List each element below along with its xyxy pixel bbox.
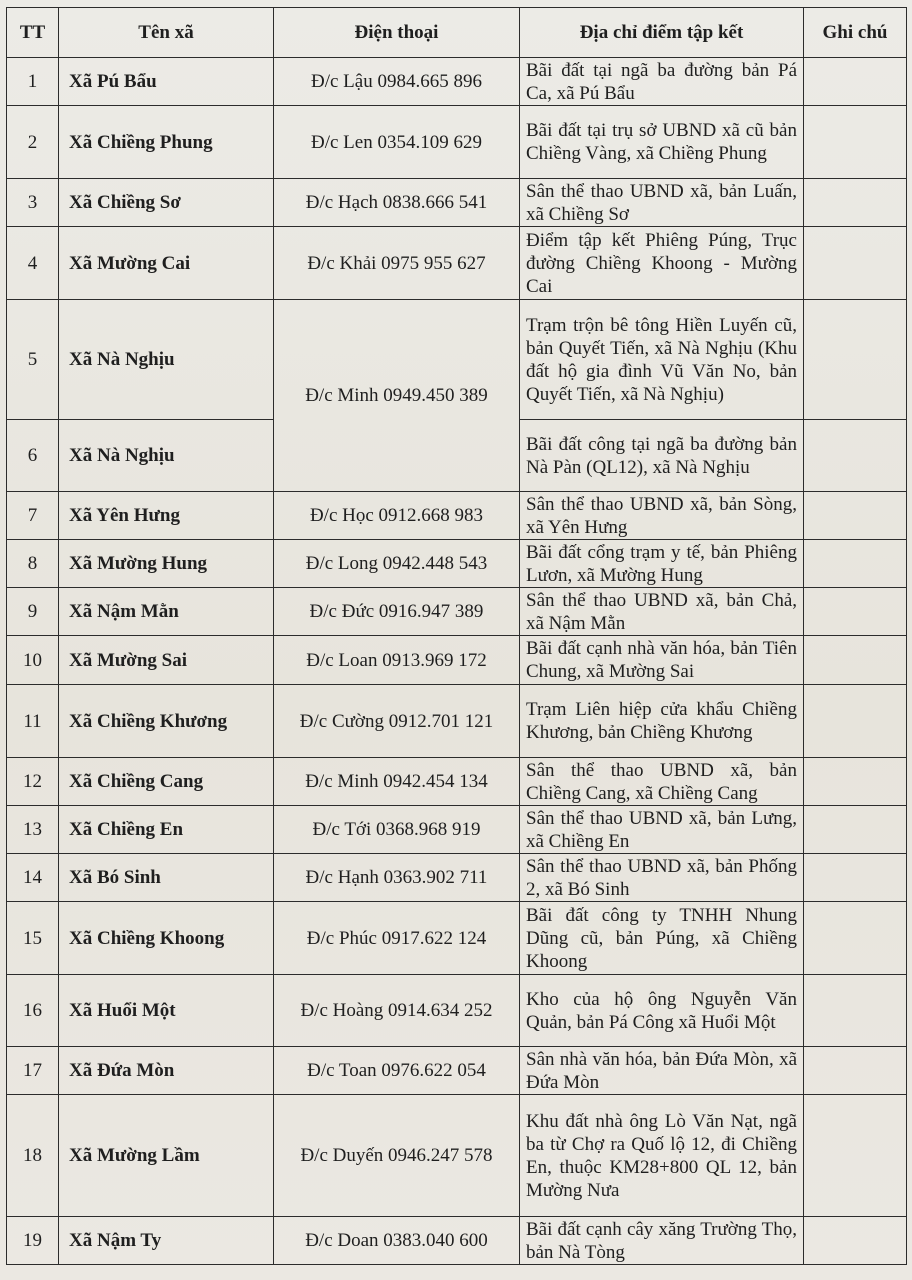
table-row — [7, 902, 907, 975]
contact-phone: Đ/c Len 0354.109 629 — [274, 106, 520, 179]
note-cell — [804, 106, 907, 179]
collection-address: Sân thể thao UBND xã, bản Lưng, xã Chiềng En — [520, 806, 804, 854]
contact-phone: Đ/c Phúc 0917.622 124 — [274, 902, 520, 975]
collection-address: Khu đất nhà ông Lò Văn Nạt, ngã ba từ Chợ ra Quố lộ 12, đi Chiềng En, thuộc KM28+800 QL 12, bản Mường Nưa — [520, 1095, 804, 1217]
collection-address: Sân thể thao UBND xã, bản Luấn, xã Chiềng Sơ — [520, 179, 804, 227]
collection-address: Sân nhà văn hóa, bản Đứa Mòn, xã Đứa Mòn — [520, 1047, 804, 1095]
collection-address: Bãi đất tại trụ sở UBND xã cũ bản Chiềng Vàng, xã Chiềng Phung — [520, 106, 804, 179]
collection-address: Bãi đất cạnh nhà văn hóa, bản Tiên Chung, xã Mường Sai — [520, 636, 804, 685]
collection-address: Sân thể thao UBND xã, bản Chiềng Cang, xã Chiềng Cang — [520, 758, 804, 806]
row-number: 8 — [7, 540, 59, 588]
table-row — [7, 106, 907, 179]
contact-phone: Đ/c Lậu 0984.665 896 — [274, 58, 520, 106]
row-number: 4 — [7, 227, 59, 300]
table-row — [7, 1095, 907, 1217]
commune-name: Xã Nậm Ty — [59, 1217, 274, 1265]
row-number: 18 — [7, 1095, 59, 1217]
contact-phone: Đ/c Toan 0976.622 054 — [274, 1047, 520, 1095]
table-row — [7, 685, 907, 758]
row-number: 13 — [7, 806, 59, 854]
contact-phone: Đ/c Hoàng 0914.634 252 — [274, 975, 520, 1047]
commune-name: Xã Chiềng Khoong — [59, 902, 274, 975]
contact-phone: Đ/c Minh 0942.454 134 — [274, 758, 520, 806]
table-row — [7, 227, 907, 300]
note-cell — [804, 685, 907, 758]
commune-name: Xã Chiềng En — [59, 806, 274, 854]
table-row — [7, 179, 907, 227]
contact-phone: Đ/c Đức 0916.947 389 — [274, 588, 520, 636]
commune-name: Xã Chiềng Khương — [59, 685, 274, 758]
row-number: 15 — [7, 902, 59, 975]
collection-address: Sân thể thao UBND xã, bản Chả, xã Nậm Mằn — [520, 588, 804, 636]
commune-name: Xã Mường Cai — [59, 227, 274, 300]
table-row — [7, 636, 907, 685]
note-cell — [804, 975, 907, 1047]
collection-address: Sân thể thao UBND xã, bản Phống 2, xã Bó Sinh — [520, 854, 804, 902]
table-row — [7, 975, 907, 1047]
header-note: Ghi chú — [804, 8, 907, 58]
collection-address: Điểm tập kết Phiêng Púng, Trục đường Chiềng Khoong - Mường Cai — [520, 227, 804, 300]
note-cell — [804, 854, 907, 902]
contact-phone: Đ/c Tới 0368.968 919 — [274, 806, 520, 854]
contact-phone: Đ/c Hạnh 0363.902 711 — [274, 854, 520, 902]
row-number: 11 — [7, 685, 59, 758]
commune-name: Xã Huổi Một — [59, 975, 274, 1047]
commune-name: Xã Nậm Mằn — [59, 588, 274, 636]
collection-address: Trạm Liên hiệp cửa khẩu Chiềng Khương, bản Chiềng Khương — [520, 685, 804, 758]
collection-points-table — [6, 7, 907, 1265]
commune-name: Xã Chiềng Phung — [59, 106, 274, 179]
row-number: 6 — [7, 420, 59, 492]
note-cell — [804, 540, 907, 588]
collection-address: Sân thể thao UBND xã, bản Sòng, xã Yên Hưng — [520, 492, 804, 540]
header-address: Địa chỉ điểm tập kết — [520, 8, 804, 58]
note-cell — [804, 902, 907, 975]
table-header-row — [7, 8, 907, 58]
note-cell — [804, 179, 907, 227]
contact-phone: Đ/c Hạch 0838.666 541 — [274, 179, 520, 227]
row-number: 2 — [7, 106, 59, 179]
note-cell — [804, 227, 907, 300]
header-tt: TT — [7, 8, 59, 58]
row-number: 14 — [7, 854, 59, 902]
note-cell — [804, 300, 907, 420]
row-number: 10 — [7, 636, 59, 685]
note-cell — [804, 420, 907, 492]
table-row — [7, 492, 907, 540]
commune-name: Xã Đứa Mòn — [59, 1047, 274, 1095]
collection-address: Kho của hộ ông Nguyễn Văn Quản, bản Pá Công xã Huổi Một — [520, 975, 804, 1047]
commune-name: Xã Mường Lầm — [59, 1095, 274, 1217]
note-cell — [804, 636, 907, 685]
row-number: 17 — [7, 1047, 59, 1095]
contact-phone: Đ/c Học 0912.668 983 — [274, 492, 520, 540]
note-cell — [804, 1047, 907, 1095]
collection-address: Bãi đất cổng trạm y tế, bản Phiêng Lươn, xã Mường Hung — [520, 540, 804, 588]
collection-address: Bãi đất công tại ngã ba đường bản Nà Pàn (QL12), xã Nà Nghịu — [520, 420, 804, 492]
table-row — [7, 758, 907, 806]
collection-address: Bãi đất tại ngã ba đường bản Pá Ca, xã Pú Bẩu — [520, 58, 804, 106]
note-cell — [804, 492, 907, 540]
table-row — [7, 588, 907, 636]
table-row — [7, 1217, 907, 1265]
table-row — [7, 58, 907, 106]
table-row — [7, 806, 907, 854]
table-row — [7, 854, 907, 902]
contact-phone: Đ/c Loan 0913.969 172 — [274, 636, 520, 685]
table-row — [7, 300, 907, 420]
commune-name: Xã Mường Hung — [59, 540, 274, 588]
row-number: 19 — [7, 1217, 59, 1265]
row-number: 7 — [7, 492, 59, 540]
note-cell — [804, 1217, 907, 1265]
contact-phone: Đ/c Doan 0383.040 600 — [274, 1217, 520, 1265]
row-number: 16 — [7, 975, 59, 1047]
collection-address: Trạm trộn bê tông Hiền Luyến cũ, bản Quyết Tiến, xã Nà Nghịu (Khu đất hộ gia đình Vũ Văn No, bản Quyết Tiến, xã Nà Nghịu) — [520, 300, 804, 420]
header-commune: Tên xã — [59, 8, 274, 58]
note-cell — [804, 806, 907, 854]
contact-phone: Đ/c Khải 0975 955 627 — [274, 227, 520, 300]
collection-address: Bãi đất cạnh cây xăng Trường Thọ, bản Nà Tòng — [520, 1217, 804, 1265]
row-number: 12 — [7, 758, 59, 806]
header-phone: Điện thoại — [274, 8, 520, 58]
row-number: 5 — [7, 300, 59, 420]
contact-phone: Đ/c Duyến 0946.247 578 — [274, 1095, 520, 1217]
note-cell — [804, 58, 907, 106]
row-number: 1 — [7, 58, 59, 106]
collection-address: Bãi đất công ty TNHH Nhung Dũng cũ, bản Púng, xã Chiềng Khoong — [520, 902, 804, 975]
commune-name: Xã Chiềng Cang — [59, 758, 274, 806]
contact-phone: Đ/c Cường 0912.701 121 — [274, 685, 520, 758]
commune-name: Xã Bó Sinh — [59, 854, 274, 902]
commune-name: Xã Pú Bẩu — [59, 58, 274, 106]
commune-name: Xã Yên Hưng — [59, 492, 274, 540]
commune-name: Xã Chiềng Sơ — [59, 179, 274, 227]
contact-phone: Đ/c Long 0942.448 543 — [274, 540, 520, 588]
row-number: 3 — [7, 179, 59, 227]
contact-phone: Đ/c Minh 0949.450 389 — [274, 300, 520, 492]
note-cell — [804, 588, 907, 636]
note-cell — [804, 758, 907, 806]
note-cell — [804, 1095, 907, 1217]
row-number: 9 — [7, 588, 59, 636]
table-row — [7, 540, 907, 588]
commune-name: Xã Nà Nghịu — [59, 300, 274, 420]
commune-name: Xã Mường Sai — [59, 636, 274, 685]
table-row — [7, 1047, 907, 1095]
commune-name: Xã Nà Nghịu — [59, 420, 274, 492]
